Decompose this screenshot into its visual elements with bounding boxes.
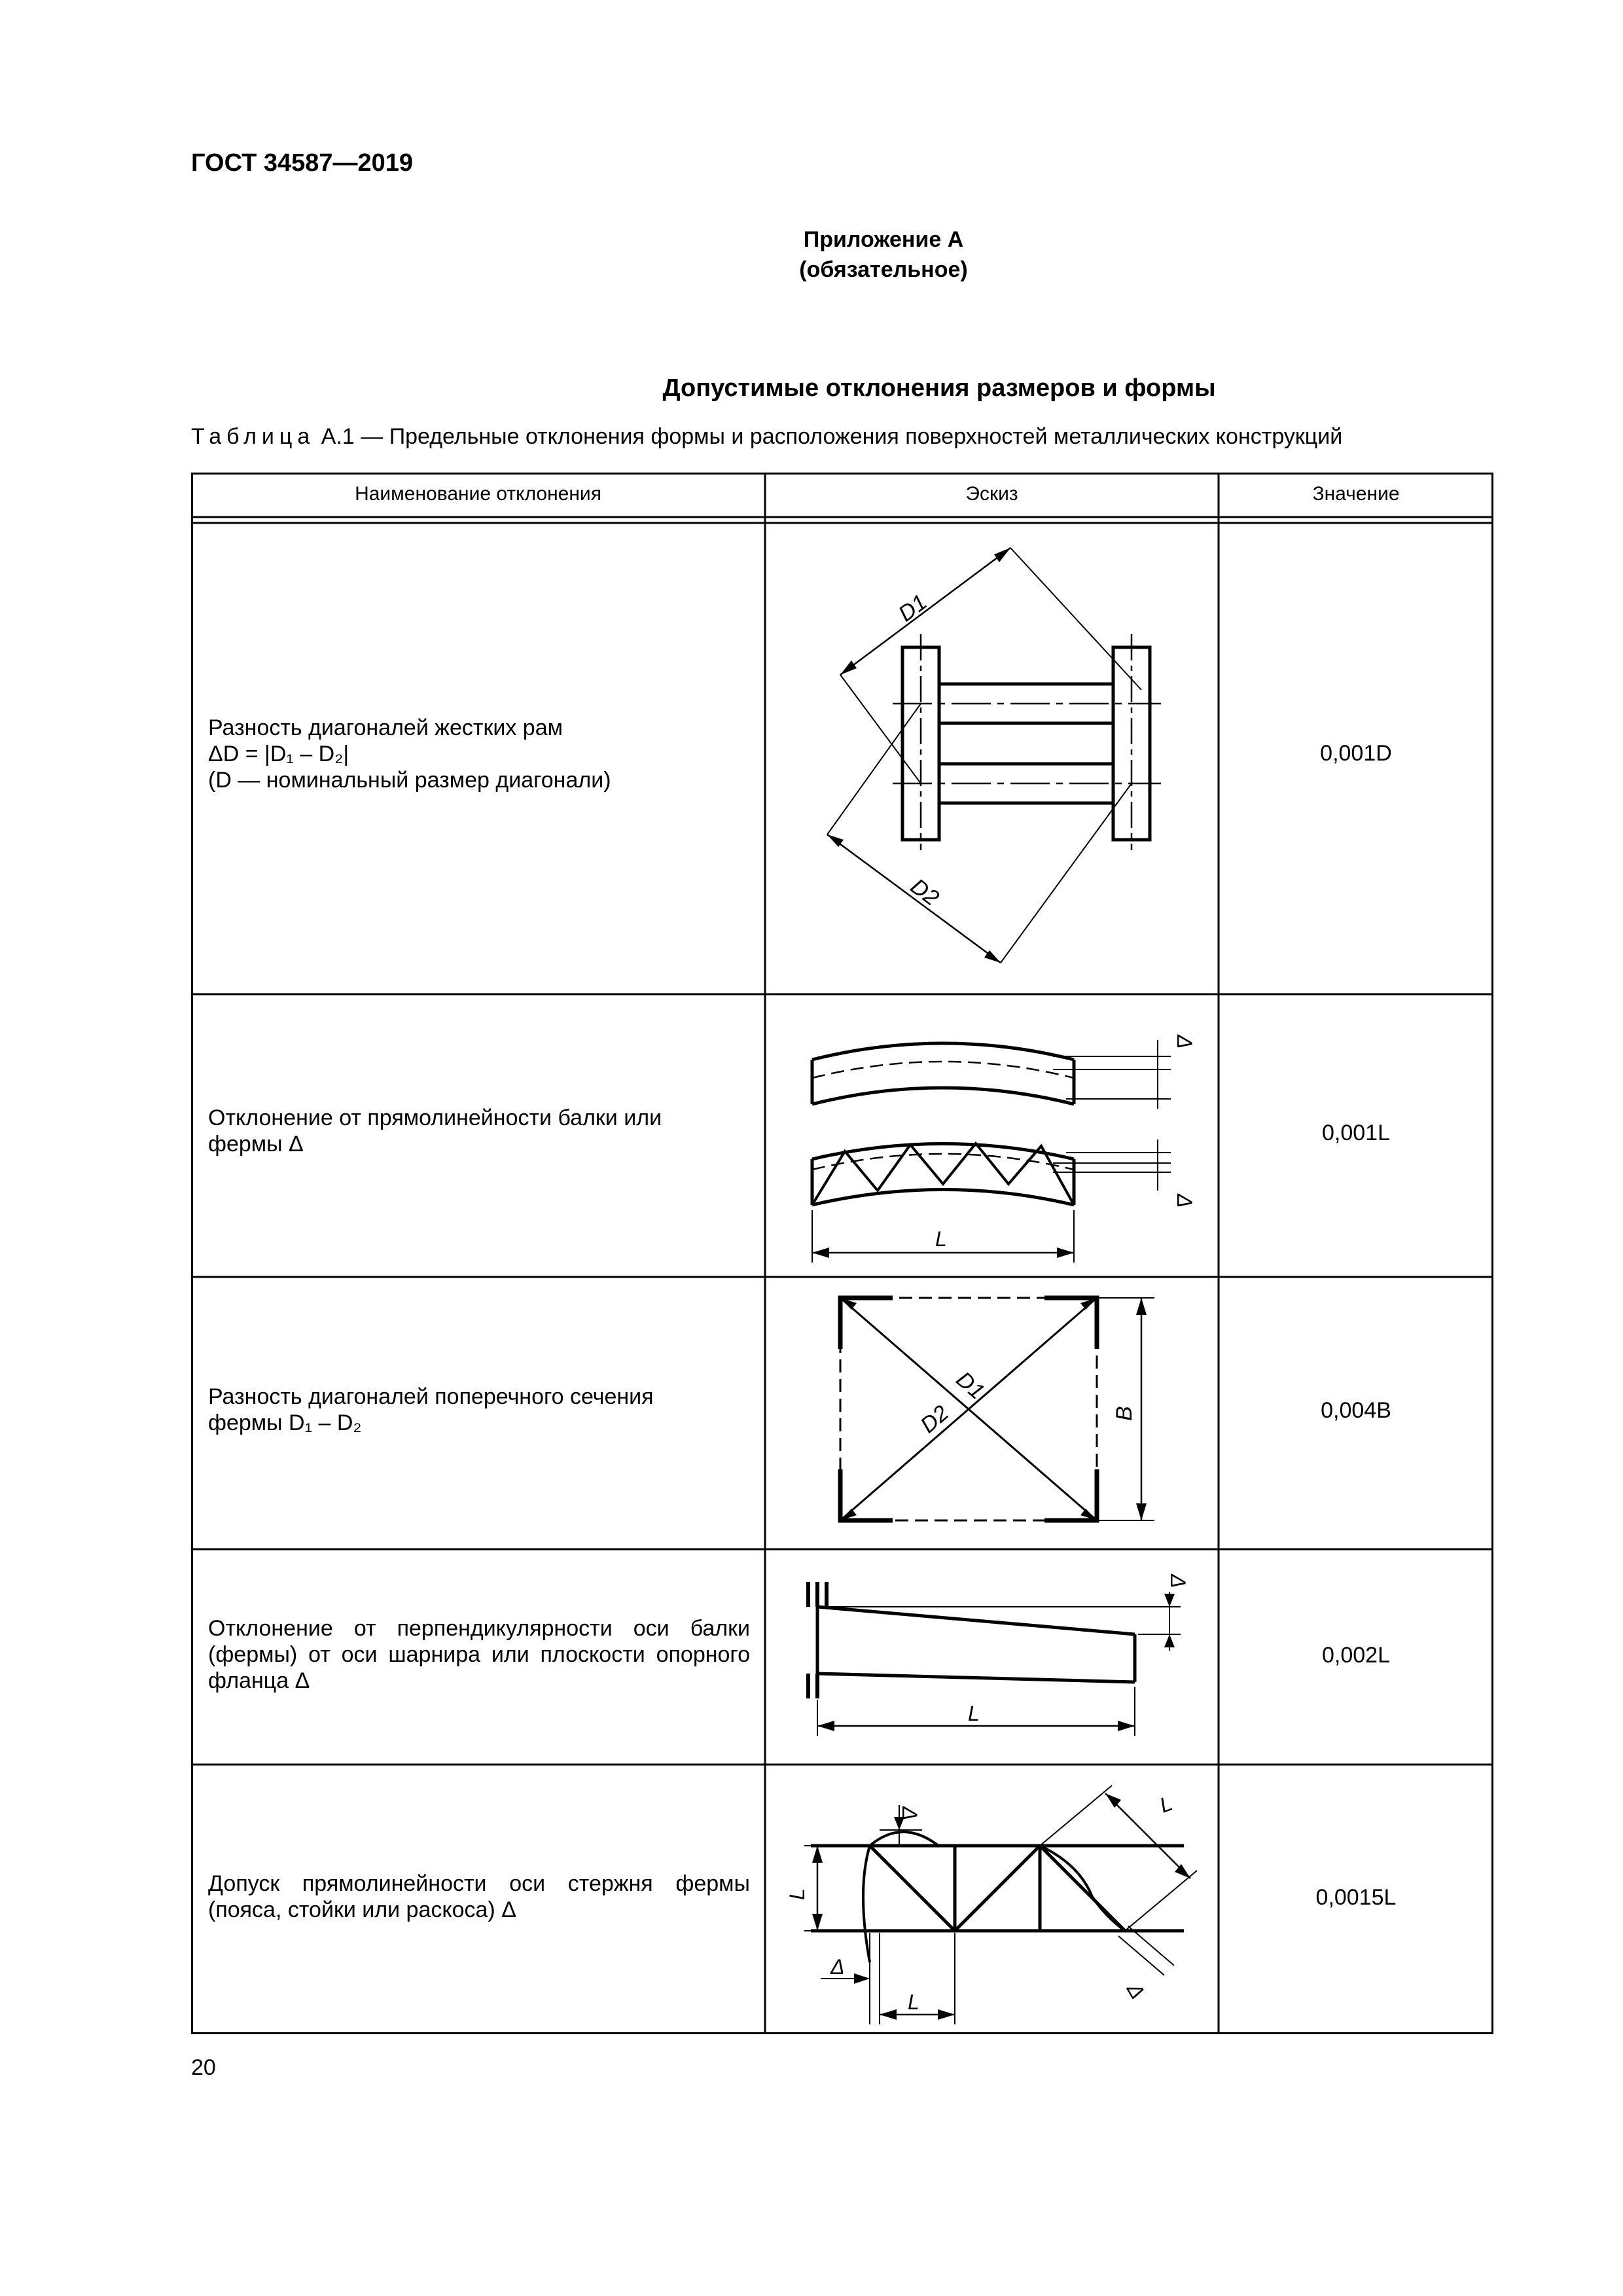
row-5-label-l-left: L xyxy=(785,1888,809,1900)
row-2-name-line-1: Отклонение от прямолинейности балки или xyxy=(208,1105,662,1130)
row-5-name: Допуск прямолинейности оси стержня фермы (пояса, стойки или раскоса) Δ xyxy=(208,1871,750,1922)
row-5-label-delta-diagonal: Δ xyxy=(1122,1979,1150,2003)
row-2-label-delta-2: Δ xyxy=(1173,1194,1196,1208)
column-header-sketch: Эскиз xyxy=(965,483,1018,505)
column-header-value: Значение xyxy=(1312,483,1400,505)
row-3-name-line-2: фермы D₁ – D₂ xyxy=(208,1410,362,1435)
row-5-label-delta-top: Δ xyxy=(898,1806,921,1821)
row-3-sketch xyxy=(765,1277,1219,1548)
table-caption xyxy=(191,424,1342,450)
row-4-value: 0,002L xyxy=(1322,1643,1390,1668)
row-5-value: 0,0015L xyxy=(1315,1885,1397,1910)
row-3-label-d2: D2 xyxy=(916,1400,954,1439)
annex-title: Приложение А xyxy=(803,227,964,252)
row-1-name-line-1: Разность диагоналей жестких рам xyxy=(208,715,563,740)
table-caption-label: Таблица xyxy=(191,424,315,449)
row-2-name xyxy=(208,1105,745,1157)
row-2-sketch xyxy=(765,994,1219,1276)
row-3-label-d1: D1 xyxy=(951,1367,990,1405)
row-2-value: 0,001L xyxy=(1322,1121,1390,1145)
table-caption-text: А.1 — Предельные отклонения формы и расположения поверхностей металлических конструкций xyxy=(321,424,1343,449)
row-5-label-delta-bottom: Δ xyxy=(830,1955,845,1979)
row-4-sketch xyxy=(765,1549,1219,1765)
row-2-label-l: L xyxy=(935,1227,947,1251)
row-5-label-l-diagonal: L xyxy=(1156,1791,1176,1818)
row-4-label-l: L xyxy=(968,1702,980,1725)
row-4-label-delta: Δ xyxy=(1166,1574,1190,1588)
section-title: Допустимые отклонения размеров и формы xyxy=(662,374,1216,402)
annex-status: (обязательное) xyxy=(799,257,968,282)
row-1-sketch xyxy=(765,523,1219,993)
page-number: 20 xyxy=(191,2055,216,2080)
row-1-name-line-3: (D — номинальный размер диагонали) xyxy=(208,768,611,793)
row-2-name-line-2: фермы Δ xyxy=(208,1132,304,1157)
row-1-label-d2: D2 xyxy=(906,874,944,911)
row-1-name xyxy=(208,715,745,793)
row-3-name-line-1: Разность диагоналей поперечного сечения xyxy=(208,1384,654,1409)
row-5-sketch xyxy=(765,1766,1219,2033)
row-5-label-l-bottom: L xyxy=(908,1990,919,2014)
row-1-name-line-2: ΔD = |D₁ – D₂| xyxy=(208,742,349,766)
row-2-label-delta-1: Δ xyxy=(1173,1035,1196,1049)
row-4-name: Отклонение от перпендикулярности оси балки (фермы) от оси шарнира или плоскости опорного фланца Δ xyxy=(208,1616,750,1693)
row-3-name xyxy=(208,1384,745,1436)
row-3-value: 0,004B xyxy=(1321,1398,1391,1423)
row-3-label-b: B xyxy=(1112,1406,1137,1421)
row-1-label-d1: D1 xyxy=(893,589,932,627)
row-1-value: 0,001D xyxy=(1320,741,1392,766)
document-id: ГОСТ 34587—2019 xyxy=(191,149,414,177)
column-header-name: Наименование отклонения xyxy=(355,483,601,505)
